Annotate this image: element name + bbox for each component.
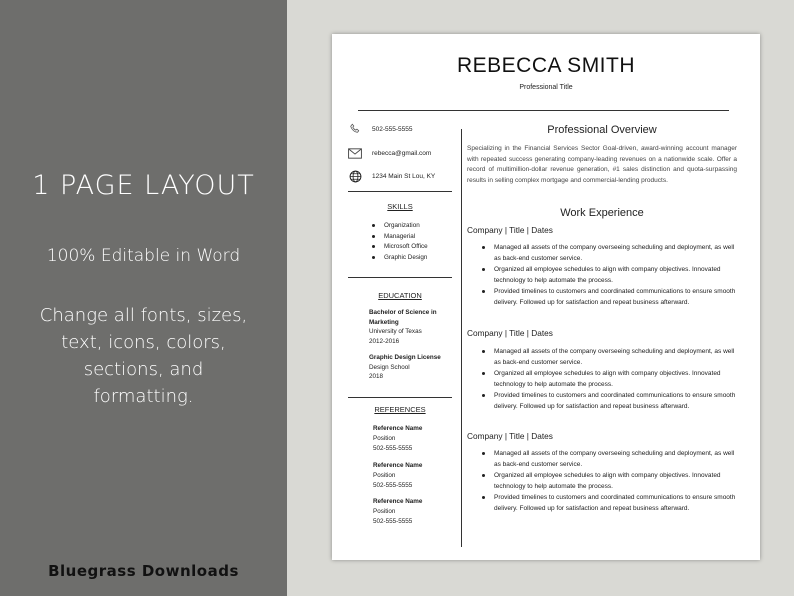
education-entry	[369, 353, 453, 382]
skills-heading: SKILLS	[387, 202, 413, 211]
contact-email-text: rebecca@gmail.com	[372, 149, 432, 157]
education-heading: EDUCATION	[378, 291, 422, 300]
education-degree: Bachelor of Science in Marketing	[369, 309, 437, 326]
promo-editable: 100% Editable in Word	[46, 246, 241, 266]
education-years: 2012-2016	[369, 337, 400, 345]
education-school: University of Texas	[369, 328, 422, 336]
promo-panel	[0, 0, 287, 596]
education-degree: Graphic Design License	[369, 354, 441, 361]
contact-phone-text: 502-555-5555	[372, 125, 413, 133]
reference-name: Reference Name	[373, 462, 423, 469]
overview-heading: Professional Overview	[547, 124, 657, 136]
section-divider	[348, 191, 452, 192]
promo-change-text	[20, 302, 267, 410]
contact-phone	[348, 122, 458, 136]
job-bullets	[482, 448, 737, 514]
skill-item: Organization	[370, 222, 428, 233]
header-divider	[358, 110, 729, 111]
education-years: 2018	[369, 373, 384, 381]
job-bullet: Provided timelines to customers and coordinated communications to ensure smooth delivery. Followed up for satisfaction and repeat business afterward.	[482, 492, 737, 514]
job-bullet: Managed all assets of the company overseeing scheduling and deployment, as well as back-end customer service.	[482, 448, 737, 470]
job-header: Company | Title | Dates	[467, 328, 553, 338]
skill-item: Microsoft Office	[370, 243, 428, 254]
reference-position: Position	[373, 472, 396, 479]
job-bullet: Managed all assets of the company overseeing scheduling and deployment, as well as back-end customer service.	[482, 242, 737, 264]
skill-item: Managerial	[370, 233, 428, 244]
education-entry	[369, 308, 453, 346]
education-school: Design School	[369, 363, 410, 371]
job-bullets	[482, 346, 737, 412]
column-divider	[461, 129, 462, 547]
job-header: Company | Title | Dates	[467, 431, 553, 441]
references-heading: REFERENCES	[374, 405, 426, 414]
job-bullet: Organized all employee schedules to align with company objectives. Innovated technology to help automate the process.	[482, 368, 737, 390]
reference-position: Position	[373, 435, 396, 442]
skills-list	[370, 222, 428, 264]
contact-email	[348, 146, 458, 160]
reference-phone: 502-555-5555	[373, 518, 413, 525]
job-bullet: Managed all assets of the company overseeing scheduling and deployment, as well as back-end customer service.	[482, 346, 737, 368]
resume-page	[332, 34, 760, 560]
job-bullet: Organized all employee schedules to align with company objectives. Innovated technology to help automate the process.	[482, 470, 737, 492]
overview-text: Specializing in the Financial Services Sector Goal-driven, award-winning account manager with repeated success generating company-leading revenues on a nationwide scale. Offer a record of multimillion-dollar revenue generation, #1 sales distinction and quota-surpassing results in selling complex mortgage and commercial-lending products.	[467, 145, 737, 184]
promo-change-line: formatting.	[93, 386, 194, 407]
brand-name: Bluegrass Downloads	[48, 562, 239, 580]
promo-title: 1 PAGE LAYOUT	[32, 170, 255, 201]
job-bullets	[482, 242, 737, 308]
promo-change-line: text, icons, colors,	[61, 332, 226, 353]
job-header: Company | Title | Dates	[467, 225, 553, 235]
phone-icon	[348, 122, 362, 136]
experience-heading: Work Experience	[560, 207, 644, 219]
reference-phone: 502-555-5555	[373, 482, 413, 489]
reference-entry	[373, 497, 453, 527]
professional-title: Professional Title	[519, 84, 573, 91]
reference-phone: 502-555-5555	[373, 445, 413, 452]
contact-address	[348, 169, 458, 183]
promo-change-line: Change all fonts, sizes,	[39, 305, 248, 326]
job-bullet: Provided timelines to customers and coordinated communications to ensure smooth delivery. Followed up for satisfaction and repeat business afterward.	[482, 286, 737, 308]
reference-name: Reference Name	[373, 498, 423, 505]
promo-change-line: sections, and	[83, 359, 204, 380]
globe-icon	[348, 169, 362, 183]
section-divider	[348, 397, 452, 398]
job-bullet: Provided timelines to customers and coordinated communications to ensure smooth delivery. Followed up for satisfaction and repeat business afterward.	[482, 390, 737, 412]
email-icon	[348, 146, 362, 160]
job-bullet: Organized all employee schedules to align with company objectives. Innovated technology to help automate the process.	[482, 264, 737, 286]
reference-name: Reference Name	[373, 425, 423, 432]
reference-entry	[373, 424, 453, 454]
reference-position: Position	[373, 508, 396, 515]
skill-item: Graphic Design	[370, 254, 428, 265]
resume-name: REBECCA SMITH	[456, 54, 636, 77]
reference-entry	[373, 461, 453, 491]
contact-address-text: 1234 Main St Lou, KY	[372, 172, 436, 180]
section-divider	[348, 277, 452, 278]
